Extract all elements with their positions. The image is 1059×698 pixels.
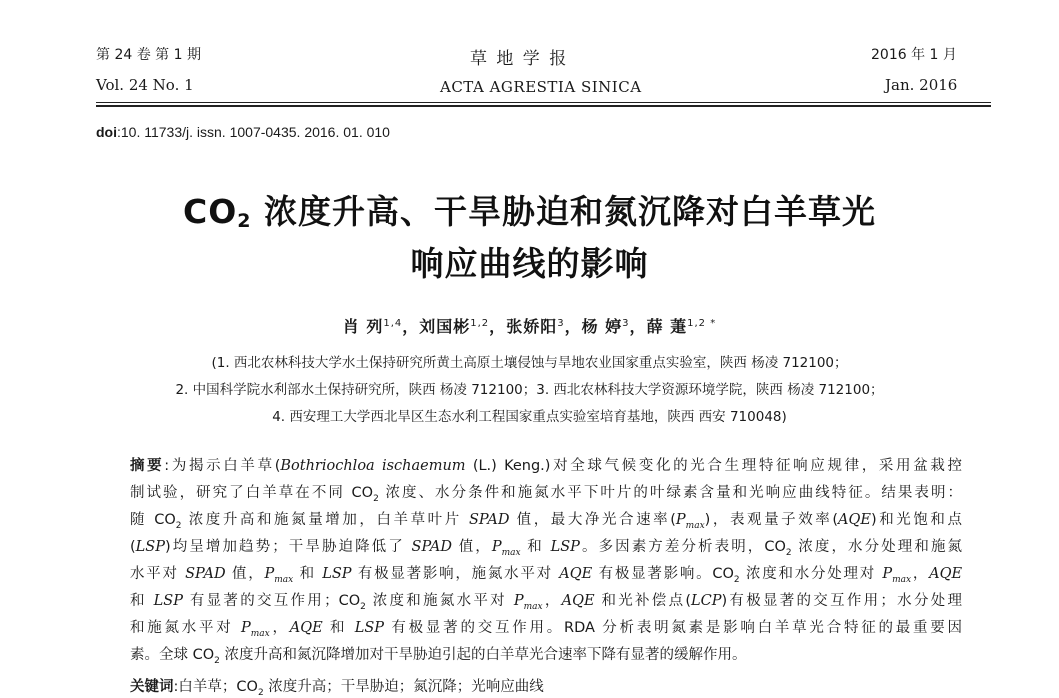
header-volume-en: Vol. 24 No. 1 <box>96 76 194 94</box>
abstract-line: 随 $CO_2$ 浓度升高和施氮量增加，白羊草叶片 SPAD 值，最大净光合速率$(P_{max})$，表观量子效率(AQE)和光饱和点 <box>130 512 962 531</box>
abstract-line: 水平对 SPAD 值，$P_{max}$ 和 LSP 有极显著影响，施氮水平对 AQE 有极显著影响。$CO_2$ 浓度和水分处理对 $P_{max}$，AQE <box>130 566 963 585</box>
abstract-line: 摘要:为揭示白羊草(Bothriochloa ischaemum (L.) Keng.)对全球气候变化的光合生理特征响应规律，采用盆栽控 <box>130 458 962 474</box>
author: 薛 萐$^{1,2 *}$ <box>646 317 717 336</box>
doi-value: :10. 11733/j. issn. 1007-0435. 2016. 01. 010 <box>117 124 390 140</box>
abstract-line: (LSP)均呈增加趋势；干旱胁迫降低了 SPAD 值，$P_{max}$ 和 LSP。多因素方差分析表明，$CO_2$ 浓度，水分处理和施氮 <box>130 539 963 558</box>
doi-label: doi <box>96 124 117 140</box>
header-volume-cn: 第 24 卷 第 1 期 <box>96 47 201 63</box>
keywords-label: 关键词 <box>130 679 174 695</box>
header-date-cn: 2016 年 1 月 <box>871 47 957 63</box>
author: 张娇阳$^3$ <box>506 317 565 336</box>
abstract-line: 素。全球 $CO_2$ 浓度升高和氮沉降增加对干旱胁迫引起的白羊草光合速率下降有显著的缓解作用。 <box>130 647 747 666</box>
header-rule-top <box>96 102 991 103</box>
paper-title-line1: $CO_2$ 浓度升高、干旱胁迫和氮沉降对白羊草光 <box>182 192 876 232</box>
header-journal-en: ACTA AGRESTIA SINICA <box>440 78 642 96</box>
paper-title-line2: 响应曲线的影响 <box>410 244 649 283</box>
keywords: 关键词:白羊草；$CO_2$ 浓度升高；干旱胁迫；氮沉降；光响应曲线 <box>130 679 544 698</box>
author: 肖 列$^{1,4}$ <box>342 317 403 336</box>
doi <box>96 124 390 140</box>
abstract-line: 和 LSP 有显著的交互作用；$CO_2$ 浓度和施氮水平对 $P_{max}$，AQE 和光补偿点(LCP)有极显著的交互作用；水分处理 <box>130 593 963 612</box>
header-date-en: Jan. 2016 <box>885 76 958 94</box>
author: 杨 婷$^3$ <box>581 317 630 336</box>
abstract-label: 摘要 <box>130 458 165 474</box>
abstract-line: 制试验，研究了白羊草在不同 $CO_2$ 浓度、水分条件和施氮水平下叶片的叶绿素含量和光响应曲线特征。结果表明： <box>130 485 962 504</box>
affiliation-line: (1. 西北农林科技大学水土保持研究所黄土高原土壤侵蚀与旱地农业国家重点实验室，陕西 杨凌 712100； <box>211 355 848 371</box>
author-list: 肖 列$^{1,4}$，刘国彬$^{1,2}$，张娇阳$^3$，杨 婷$^3$，薛 萐$^{1,2 *}$ <box>342 317 717 336</box>
abstract-line: 和施氮水平对 $P_{max}$，AQE 和 LSP 有极显著的交互作用。RDA 分析表明氮素是影响白羊草光合特征的最重要因 <box>130 620 963 639</box>
affiliation-line: 4. 西安理工大学西北旱区生态水利工程国家重点实验室培育基地，陕西 西安 710048) <box>272 409 787 425</box>
author: 刘国彬$^{1,2}$ <box>419 317 490 336</box>
header-rule-bottom <box>96 105 991 107</box>
header-journal-cn: 草 地 学 报 <box>470 49 569 69</box>
affiliation-line: 2. 中国科学院水利部水土保持研究所，陕西 杨凌 712100；3. 西北农林科技大学资源环境学院，陕西 杨凌 712100； <box>175 382 884 398</box>
